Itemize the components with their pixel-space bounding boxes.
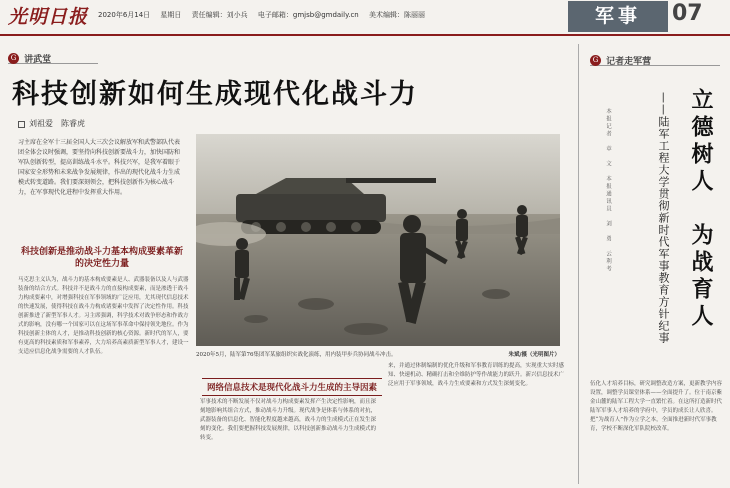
page-number: 07 <box>672 1 703 26</box>
feature-reporters: 本报记者 章 文 本报通讯员 刘 勇 云利考 <box>605 108 611 273</box>
subhead-2: 网络信息技术是现代化战斗力生成的主导因素 <box>202 378 382 396</box>
masthead-info <box>98 10 433 20</box>
masthead <box>0 0 730 36</box>
feature-subtitle: ——陆军工程大学贯彻新时代军事教育方针纪事 <box>657 92 670 344</box>
body-column-1: 马克思主义认为，战斗力的基本构成要素是人、武器装备以及人与武器装备的结合方式。科技并不是战斗力的直接构成要素，而是渗透于战斗力构成要素中，对增强科技在军事领域的广泛应用，尤其现代信息技术的快速发展，使得科技在战斗力构成诸要素中发挥了决定性作用。科技创新推进了新型军事人才。习主席强调，科学技术对战争形态和作战方式的影响，没有哪一个国家可以在这场军事革命中保持领先地位。作为科技创新主体的人才，是推动科技创新的核心资源。新时代的军人，要有更高的科技素质和军事素养，大力培养高素质新型军事人才，建设一支适应信息化战争需要的人才队伍。 <box>18 277 189 355</box>
byline-box-icon <box>18 121 25 128</box>
photo-caption <box>196 350 560 358</box>
article-headline: 科技创新如何生成现代化战斗力 <box>12 79 418 110</box>
article-byline <box>18 118 85 129</box>
byline-text: 刘祖爱 陈睿虎 <box>29 119 85 128</box>
body-column-2: 军事技术的不断发展不仅对战斗力构成要素发挥产生决定性影响，而且深刻地影响其组合方式，推动战斗力升级。现代战争是体系与体系的对抗，武器装备的信息化、智能化程度越来越高，战斗力的生成模式正在发生深刻的变化。我们要把握科技发展规律，以科技创新推动战斗力生成模式的转变。 <box>200 399 377 441</box>
kicker-icon: G <box>590 55 601 66</box>
kicker-icon: G <box>8 53 19 64</box>
caption-text: 2020年5月，陆军第76集团军某旅组织实战化演练，用内装甲步兵协同战斗冲击。 <box>196 352 397 358</box>
issue-date: 2020年6月14日 <box>98 11 151 19</box>
feature-title: 立德树人 为战育人 <box>688 88 714 331</box>
section-badge: 军事 <box>568 1 668 32</box>
column-kicker-right <box>590 50 720 66</box>
column-divider <box>578 44 579 484</box>
newspaper-logo: 光明日报 <box>8 6 89 28</box>
photo-credit: 朱斌/摄（光明图片） <box>508 352 560 358</box>
column-kicker-left <box>8 48 98 64</box>
kicker-label: 讲武堂 <box>24 55 52 65</box>
article-intro: 习主席在全军十三届全国人大三次会议解放军和武警部队代表团全体会议时强调，要坚持向科技创新要战斗力，加快国防和军队创新转型，提高训练战斗水平。科技兴军，是我军着眼于国家安全形势和未来战争发展规律，作出的现代化战斗力生成模式转变道路。我们要深刻领会，把科技创新作为核心战斗力，在军事现代化进程中发挥重大作用。 <box>18 139 181 196</box>
responsible-editor: 责任编辑：刘小兵 <box>191 11 248 19</box>
feature-body: 伍化人才培养目标，研究调整改造方案，更新教学内容设置，调整学员课堂体系——全面提升了。位于南京紫金山麓的陆军工程大学一直繁忙着。在这所打造新时代陆军军事人才培养的学府中，学员的成长让人欣喜。把“为战育人”作为立学之本，全面推进新时代军事教育，学校不断深化军队院校改革。 <box>590 381 723 432</box>
art-editor: 美术编辑：陈丽丽 <box>368 11 425 19</box>
editor-email: 电子邮箱：gmjsb@gmdaily.cn <box>257 11 359 19</box>
subhead-1: 科技创新是推动战斗力基本构成要素革新的决定性力量 <box>20 247 183 269</box>
body-column-3: 来，并通过体制编制的优化升级和军事教育训练的提高，实现重大实时感知、快速机动、精确打击和全维防护等作战能力的跃升。新兴信息技术广泛应用于军事领域，战斗力生成要素和方式发生深刻变化。 <box>388 363 565 387</box>
news-photo <box>196 134 560 346</box>
issue-weekday: 星期日 <box>160 11 182 19</box>
kicker-label: 记者走军营 <box>606 57 652 67</box>
military-exercise-image <box>196 134 560 346</box>
